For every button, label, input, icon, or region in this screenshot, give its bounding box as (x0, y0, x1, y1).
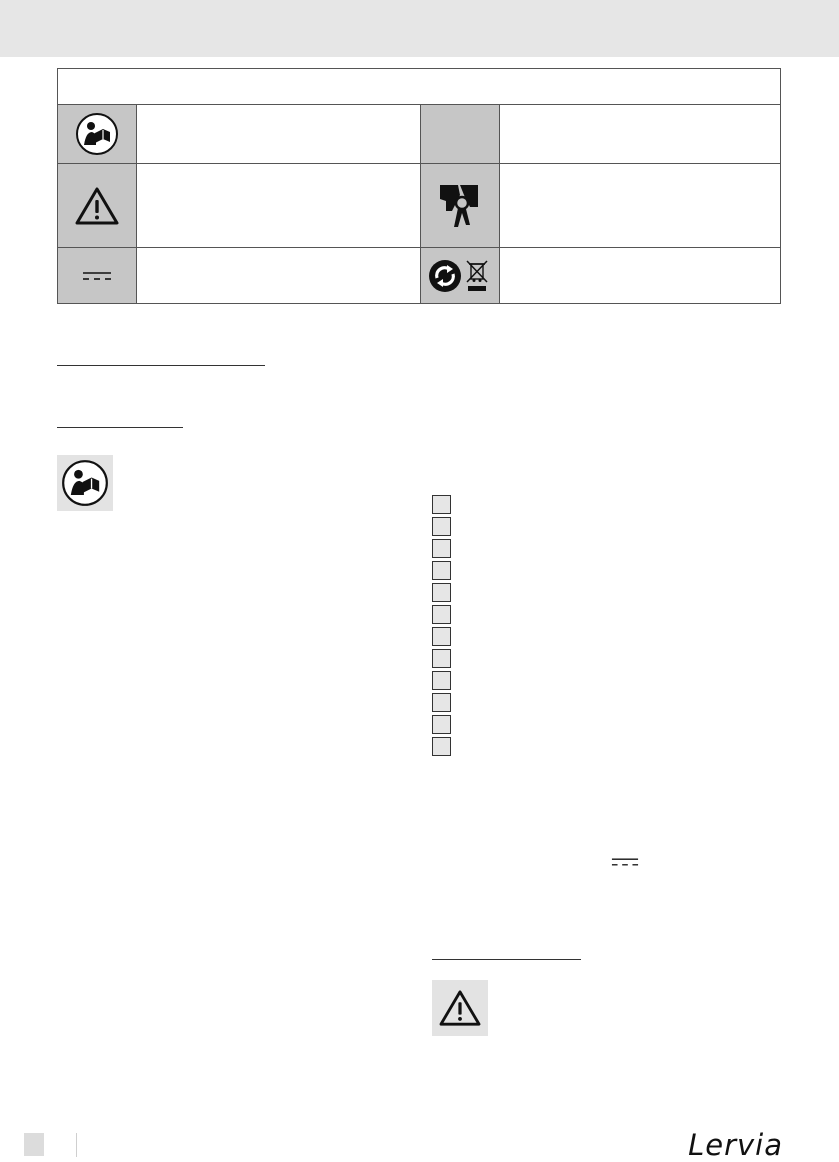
legend-cell (500, 248, 782, 303)
direct-current-icon (611, 856, 639, 868)
legend-cell (58, 105, 137, 163)
legend-row (58, 247, 780, 303)
warning-triangle-icon (438, 989, 482, 1027)
legend-cell (137, 105, 421, 163)
part-number-box (432, 649, 451, 668)
subsection-heading-rule (57, 427, 183, 428)
recycling-weee-icon (428, 258, 492, 294)
warning-icon-box (432, 980, 488, 1036)
legend-cell (137, 164, 421, 247)
hand-in-roller-hazard-icon (438, 181, 482, 231)
legend-cell (137, 248, 421, 303)
legend-row (58, 163, 780, 247)
legend-cell (421, 248, 500, 303)
part-number-box (432, 517, 451, 536)
part-number-box (432, 495, 451, 514)
warning-triangle-icon (74, 186, 120, 226)
section-heading-rule (432, 959, 581, 960)
brand-logo: Lervia (688, 1128, 783, 1162)
legend-cell (58, 164, 137, 247)
page-header-band (0, 0, 839, 57)
part-number-box (432, 627, 451, 646)
legend-cell (500, 164, 782, 247)
section-heading-rule (57, 365, 265, 366)
page-number-tab (24, 1133, 44, 1156)
read-manual-icon (75, 112, 119, 156)
read-manual-icon-box (57, 455, 113, 511)
read-manual-icon (61, 459, 109, 507)
part-number-box (432, 605, 451, 624)
part-number-box (432, 715, 451, 734)
footer-divider (76, 1133, 77, 1157)
part-number-box (432, 693, 451, 712)
part-number-box (432, 671, 451, 690)
part-number-box (432, 561, 451, 580)
part-number-box (432, 583, 451, 602)
legend-cell (421, 164, 500, 247)
symbol-legend-table (57, 68, 781, 304)
direct-current-icon (82, 270, 112, 282)
legend-row (58, 104, 780, 163)
legend-cell (421, 105, 500, 163)
legend-cell (58, 248, 137, 303)
part-number-box (432, 737, 451, 756)
part-number-box (432, 539, 451, 558)
legend-cell (500, 105, 782, 163)
